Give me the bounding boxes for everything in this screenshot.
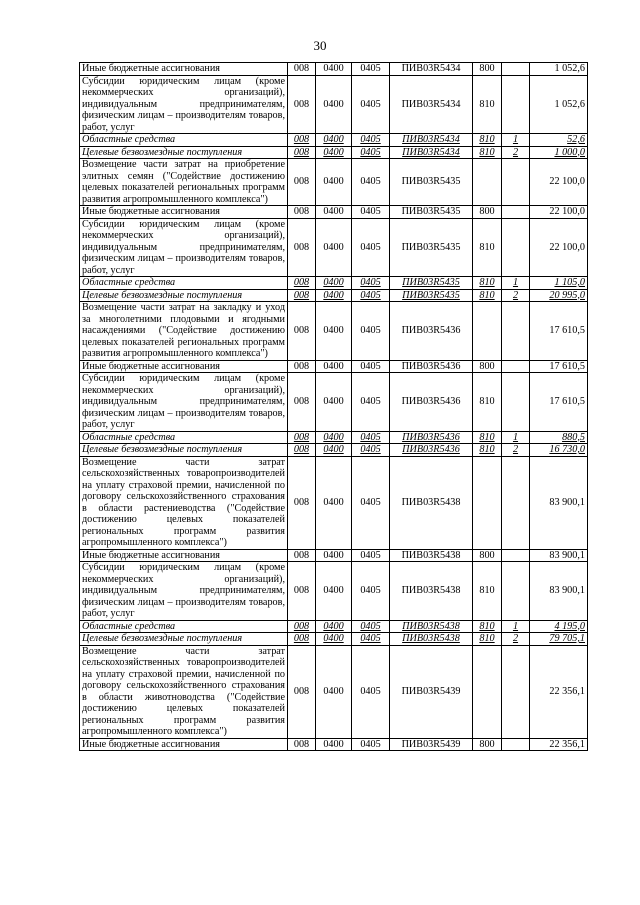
grbs-code: 008 <box>288 360 316 373</box>
section-code: 0400 <box>316 360 352 373</box>
source-code <box>502 159 530 206</box>
target-article-code: ПИВ03R5436 <box>390 302 473 361</box>
amount: 17 610,5 <box>530 302 588 361</box>
target-article-code: ПИВ03R5434 <box>390 63 473 76</box>
target-article-code: ПИВ03R5438 <box>390 562 473 621</box>
subsection-code: 0405 <box>352 277 390 290</box>
expense-type-code: 810 <box>473 75 502 134</box>
subsection-code: 0405 <box>352 289 390 302</box>
section-code: 0400 <box>316 218 352 277</box>
amount: 1 000,0 <box>530 146 588 159</box>
subsection-code: 0405 <box>352 373 390 432</box>
subsection-code: 0405 <box>352 633 390 646</box>
expense-type-code: 800 <box>473 549 502 562</box>
budget-item-name: Иные бюджетные ассигнования <box>80 206 288 219</box>
amount: 22 100,0 <box>530 159 588 206</box>
table-row <box>80 645 588 738</box>
target-article-code: ПИВ03R5439 <box>390 738 473 751</box>
budget-item-name: Субсидии юридическим лицам (кроме некоммерческих организаций), индивидуальным предпринимателям, физическим лицам – производителям товаров, работ, услуг <box>80 373 288 432</box>
section-code: 0400 <box>316 431 352 444</box>
expense-type-code: 810 <box>473 373 502 432</box>
target-article-code: ПИВ03R5438 <box>390 633 473 646</box>
expense-type-code: 810 <box>473 562 502 621</box>
section-code: 0400 <box>316 373 352 432</box>
amount: 83 900,1 <box>530 456 588 549</box>
budget-item-name: Субсидии юридическим лицам (кроме некоммерческих организаций), индивидуальным предпринимателям, физическим лицам – производителям товаров, работ, услуг <box>80 562 288 621</box>
section-code: 0400 <box>316 456 352 549</box>
section-code: 0400 <box>316 146 352 159</box>
source-code: 2 <box>502 633 530 646</box>
target-article-code: ПИВ03R5435 <box>390 206 473 219</box>
expense-type-code: 810 <box>473 146 502 159</box>
amount: 22 100,0 <box>530 206 588 219</box>
table-row <box>80 620 588 633</box>
target-article-code: ПИВ03R5438 <box>390 549 473 562</box>
subsection-code: 0405 <box>352 63 390 76</box>
subsection-code: 0405 <box>352 134 390 147</box>
table-row <box>80 146 588 159</box>
expense-type-code <box>473 302 502 361</box>
subsection-code: 0405 <box>352 218 390 277</box>
table-row <box>80 63 588 76</box>
budget-item-name: Областные средства <box>80 620 288 633</box>
source-code <box>502 360 530 373</box>
section-code: 0400 <box>316 159 352 206</box>
budget-item-name: Областные средства <box>80 277 288 290</box>
amount: 22 356,1 <box>530 738 588 751</box>
section-code: 0400 <box>316 633 352 646</box>
section-code: 0400 <box>316 206 352 219</box>
grbs-code: 008 <box>288 289 316 302</box>
source-code <box>502 302 530 361</box>
grbs-code: 008 <box>288 75 316 134</box>
table-row <box>80 289 588 302</box>
subsection-code: 0405 <box>352 360 390 373</box>
source-code <box>502 456 530 549</box>
amount: 4 195,0 <box>530 620 588 633</box>
grbs-code: 008 <box>288 620 316 633</box>
amount: 1 052,6 <box>530 63 588 76</box>
section-code: 0400 <box>316 549 352 562</box>
grbs-code: 008 <box>288 218 316 277</box>
table-row <box>80 431 588 444</box>
grbs-code: 008 <box>288 373 316 432</box>
section-code: 0400 <box>316 75 352 134</box>
amount: 22 356,1 <box>530 645 588 738</box>
budget-item-name: Иные бюджетные ассигнования <box>80 63 288 76</box>
grbs-code: 008 <box>288 146 316 159</box>
source-code: 2 <box>502 289 530 302</box>
source-code: 1 <box>502 620 530 633</box>
subsection-code: 0405 <box>352 620 390 633</box>
subsection-code: 0405 <box>352 159 390 206</box>
section-code: 0400 <box>316 63 352 76</box>
expense-type-code <box>473 645 502 738</box>
grbs-code: 008 <box>288 206 316 219</box>
grbs-code: 008 <box>288 633 316 646</box>
table-row <box>80 360 588 373</box>
expense-type-code <box>473 456 502 549</box>
table-row <box>80 75 588 134</box>
grbs-code: 008 <box>288 645 316 738</box>
source-code <box>502 645 530 738</box>
target-article-code: ПИВ03R5439 <box>390 645 473 738</box>
subsection-code: 0405 <box>352 645 390 738</box>
amount: 17 610,5 <box>530 360 588 373</box>
expense-type-code: 810 <box>473 134 502 147</box>
source-code <box>502 206 530 219</box>
target-article-code: ПИВ03R5435 <box>390 159 473 206</box>
amount: 880,5 <box>530 431 588 444</box>
expense-type-code: 810 <box>473 431 502 444</box>
subsection-code: 0405 <box>352 444 390 457</box>
page-number: 30 <box>313 38 327 53</box>
target-article-code: ПИВ03R5436 <box>390 373 473 432</box>
expense-type-code: 810 <box>473 633 502 646</box>
section-code: 0400 <box>316 645 352 738</box>
amount: 83 900,1 <box>530 562 588 621</box>
target-article-code: ПИВ03R5436 <box>390 431 473 444</box>
budget-item-name: Целевые безвозмездные поступления <box>80 444 288 457</box>
source-code: 1 <box>502 431 530 444</box>
section-code: 0400 <box>316 289 352 302</box>
source-code: 2 <box>502 444 530 457</box>
expense-type-code: 810 <box>473 289 502 302</box>
expense-type-code: 810 <box>473 444 502 457</box>
section-code: 0400 <box>316 562 352 621</box>
subsection-code: 0405 <box>352 302 390 361</box>
target-article-code: ПИВ03R5434 <box>390 146 473 159</box>
budget-item-name: Целевые безвозмездные поступления <box>80 633 288 646</box>
table-row <box>80 738 588 751</box>
table-row <box>80 456 588 549</box>
section-code: 0400 <box>316 738 352 751</box>
section-code: 0400 <box>316 444 352 457</box>
source-code: 1 <box>502 277 530 290</box>
amount: 1 105,0 <box>530 277 588 290</box>
subsection-code: 0405 <box>352 206 390 219</box>
target-article-code: ПИВ03R5438 <box>390 620 473 633</box>
budget-table <box>79 62 588 751</box>
subsection-code: 0405 <box>352 146 390 159</box>
budget-table-body <box>80 63 588 751</box>
target-article-code: ПИВ03R5436 <box>390 360 473 373</box>
budget-item-name: Иные бюджетные ассигнования <box>80 360 288 373</box>
section-code: 0400 <box>316 277 352 290</box>
table-row <box>80 277 588 290</box>
source-code <box>502 738 530 751</box>
subsection-code: 0405 <box>352 456 390 549</box>
amount: 17 610,5 <box>530 373 588 432</box>
budget-item-name: Иные бюджетные ассигнования <box>80 738 288 751</box>
subsection-code: 0405 <box>352 431 390 444</box>
table-row <box>80 444 588 457</box>
amount: 1 052,6 <box>530 75 588 134</box>
source-code <box>502 373 530 432</box>
grbs-code: 008 <box>288 134 316 147</box>
table-row <box>80 373 588 432</box>
expense-type-code: 810 <box>473 218 502 277</box>
grbs-code: 008 <box>288 302 316 361</box>
table-row <box>80 218 588 277</box>
grbs-code: 008 <box>288 549 316 562</box>
budget-item-name: Областные средства <box>80 134 288 147</box>
table-row <box>80 633 588 646</box>
source-code <box>502 562 530 621</box>
budget-item-name: Областные средства <box>80 431 288 444</box>
grbs-code: 008 <box>288 444 316 457</box>
amount: 16 730,0 <box>530 444 588 457</box>
table-row <box>80 562 588 621</box>
budget-item-name: Иные бюджетные ассигнования <box>80 549 288 562</box>
subsection-code: 0405 <box>352 738 390 751</box>
budget-item-name: Субсидии юридическим лицам (кроме некоммерческих организаций), индивидуальным предпринимателям, физическим лицам – производителям товаров, работ, услуг <box>80 218 288 277</box>
target-article-code: ПИВ03R5435 <box>390 218 473 277</box>
expense-type-code: 810 <box>473 620 502 633</box>
source-code <box>502 549 530 562</box>
amount: 22 100,0 <box>530 218 588 277</box>
source-code <box>502 218 530 277</box>
expense-type-code: 800 <box>473 738 502 751</box>
amount: 79 705,1 <box>530 633 588 646</box>
budget-item-name: Целевые безвозмездные поступления <box>80 146 288 159</box>
subsection-code: 0405 <box>352 75 390 134</box>
grbs-code: 008 <box>288 431 316 444</box>
budget-item-name: Возмещение части затрат сельскохозяйственных товаропроизводителей на уплату страховой премии, начисленной по договору сельскохозяйственного страхования в области животноводства ("Содействие достижению целевых показателей региональных программ развития агропромышленного комплекса") <box>80 645 288 738</box>
target-article-code: ПИВ03R5435 <box>390 289 473 302</box>
table-row <box>80 206 588 219</box>
target-article-code: ПИВ03R5436 <box>390 444 473 457</box>
budget-item-name: Возмещение части затрат сельскохозяйственных товаропроизводителей на уплату страховой премии, начисленной по договору сельскохозяйственного страхования в области растениеводства ("Содействие достижению целевых показателей региональных программ развития агропромышленного комплекса") <box>80 456 288 549</box>
budget-item-name: Возмещение части затрат на приобретение элитных семян ("Содействие достижению целевых показателей региональных программ развития агропромышленного комплекса") <box>80 159 288 206</box>
budget-item-name: Возмещение части затрат на закладку и уход за многолетними плодовыми и ягодными насаждениями ("Содействие достижению целевых показателей региональных программ развития агропромышленного комплекса") <box>80 302 288 361</box>
subsection-code: 0405 <box>352 549 390 562</box>
target-article-code: ПИВ03R5435 <box>390 277 473 290</box>
grbs-code: 008 <box>288 63 316 76</box>
amount: 83 900,1 <box>530 549 588 562</box>
expense-type-code: 810 <box>473 277 502 290</box>
grbs-code: 008 <box>288 456 316 549</box>
table-row <box>80 159 588 206</box>
source-code: 1 <box>502 134 530 147</box>
amount: 52,6 <box>530 134 588 147</box>
table-row <box>80 134 588 147</box>
section-code: 0400 <box>316 302 352 361</box>
target-article-code: ПИВ03R5434 <box>390 134 473 147</box>
expense-type-code <box>473 159 502 206</box>
section-code: 0400 <box>316 620 352 633</box>
grbs-code: 008 <box>288 277 316 290</box>
section-code: 0400 <box>316 134 352 147</box>
source-code <box>502 63 530 76</box>
grbs-code: 008 <box>288 738 316 751</box>
table-row <box>80 302 588 361</box>
table-row <box>80 549 588 562</box>
amount: 20 995,0 <box>530 289 588 302</box>
source-code: 2 <box>502 146 530 159</box>
target-article-code: ПИВ03R5434 <box>390 75 473 134</box>
budget-item-name: Целевые безвозмездные поступления <box>80 289 288 302</box>
grbs-code: 008 <box>288 159 316 206</box>
expense-type-code: 800 <box>473 360 502 373</box>
expense-type-code: 800 <box>473 63 502 76</box>
target-article-code: ПИВ03R5438 <box>390 456 473 549</box>
budget-item-name: Субсидии юридическим лицам (кроме некоммерческих организаций), индивидуальным предпринимателям, физическим лицам – производителям товаров, работ, услуг <box>80 75 288 134</box>
grbs-code: 008 <box>288 562 316 621</box>
expense-type-code: 800 <box>473 206 502 219</box>
source-code <box>502 75 530 134</box>
subsection-code: 0405 <box>352 562 390 621</box>
